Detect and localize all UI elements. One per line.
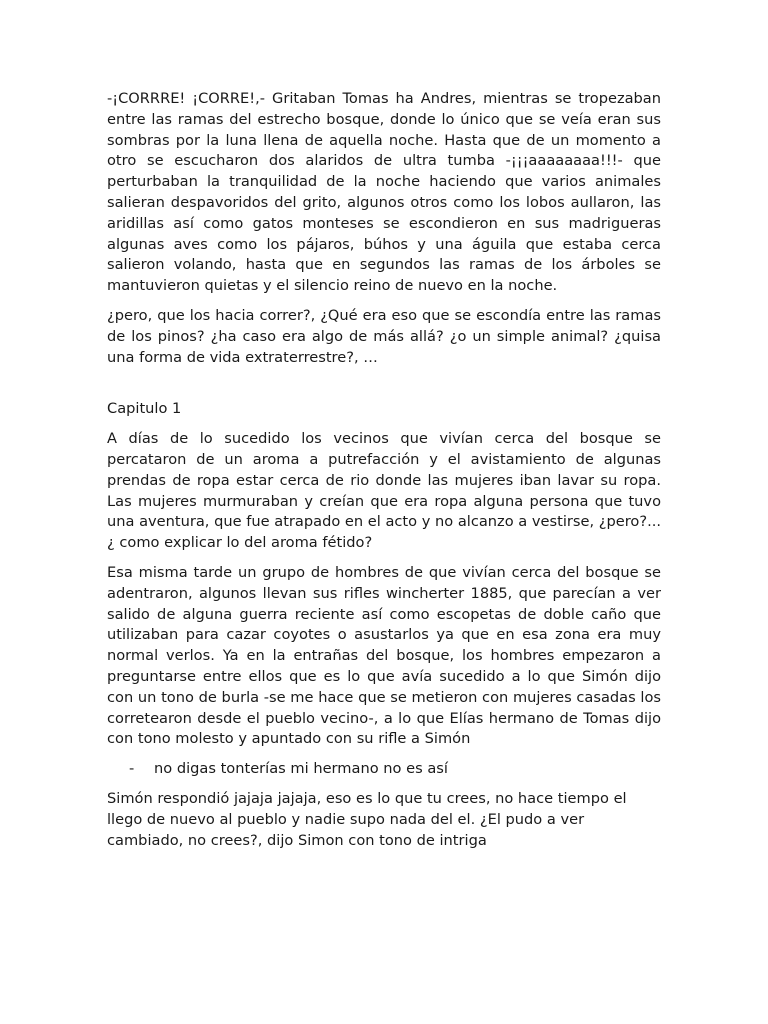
list-item-text: no digas tonterías mi hermano no es así xyxy=(154,760,448,778)
chapter-heading: Capitulo 1 xyxy=(107,400,182,418)
prologue-paragraph-2: ¿pero, que los hacia correr?, ¿Qué era eso que se escondía entre las ramas de los pinos? ¿ha caso era algo de más allá? ¿o un simple animal? ¿quisa una forma de vida extraterrestre?, … xyxy=(107,306,661,366)
list-dash-marker: - xyxy=(129,760,135,778)
dialogue-list xyxy=(107,759,661,780)
document-page xyxy=(107,89,661,860)
chapter-paragraph-2: Esa misma tarde un grupo de hombres de que vivían cerca del bosque se adentraron, algunos llevan sus rifles wincherter 1885, que parecían a ver salido de alguna guerra reciente así como escopetas de doble caño que utilizaban para cazar coyotes o asustarlos ya que en esa zona era muy normal verlos. Ya en la entrañas del bosque, los hombres empezaron a preguntarse entre ellos que es lo que avía sucedido a lo que Simón dijo con un tono de burla -se me hace que se metieron con mujeres casadas los corretearon desde el pueblo vecino-, a lo que Elías hermano de Tomas dijo con tono molesto y apuntado con su rifle a Simón xyxy=(107,563,661,748)
prologue-paragraph-1: -¡CORRRE! ¡CORRE!,- Gritaban Tomas ha Andres, mientras se tropezaban entre las ramas del estrecho bosque, donde lo único que se veía eran sus sombras por la luna llena de aquella noche. Hasta que de un momento a otro se escucharon dos alaridos de ultra tumba -¡¡¡aaaaaaaa!!!- que perturbaban la tranquilidad de la noche haciendo que varios animales salieran despavoridos del grito, algunos otros como los lobos aullaron, las aridillas así como gatos monteses se escondieron en sus madrigueras algunas aves como los pájaros, búhos y una águila que estaba cerca salieron volando, hasta que en segundos las ramas de los árboles se mantuvieron quietas y el silencio reino de nuevo en la noche. xyxy=(107,90,661,295)
chapter-paragraph-1: A días de lo sucedido los vecinos que vivían cerca del bosque se percataron de un aroma a putrefacción y el avistamiento de algunas prendas de ropa estar cerca de rio donde las mujeres iban lavar su ropa. Las mujeres murmuraban y creían que era ropa alguna persona que tuvo una aventura, que fue atrapado en el acto y no alcanzo a vestirse, ¿pero?... ¿ como explicar lo del aroma fétido? xyxy=(107,430,661,552)
section-spacer xyxy=(107,377,661,399)
closing-paragraph: Simón respondió jajaja jajaja, eso es lo que tu crees, no hace tiempo el llego de nuevo al pueblo y nadie supo nada del el. ¿El pudo a ver cambiado, no crees?, dijo Simon con tono de intriga xyxy=(107,789,627,849)
list-item xyxy=(107,759,661,780)
